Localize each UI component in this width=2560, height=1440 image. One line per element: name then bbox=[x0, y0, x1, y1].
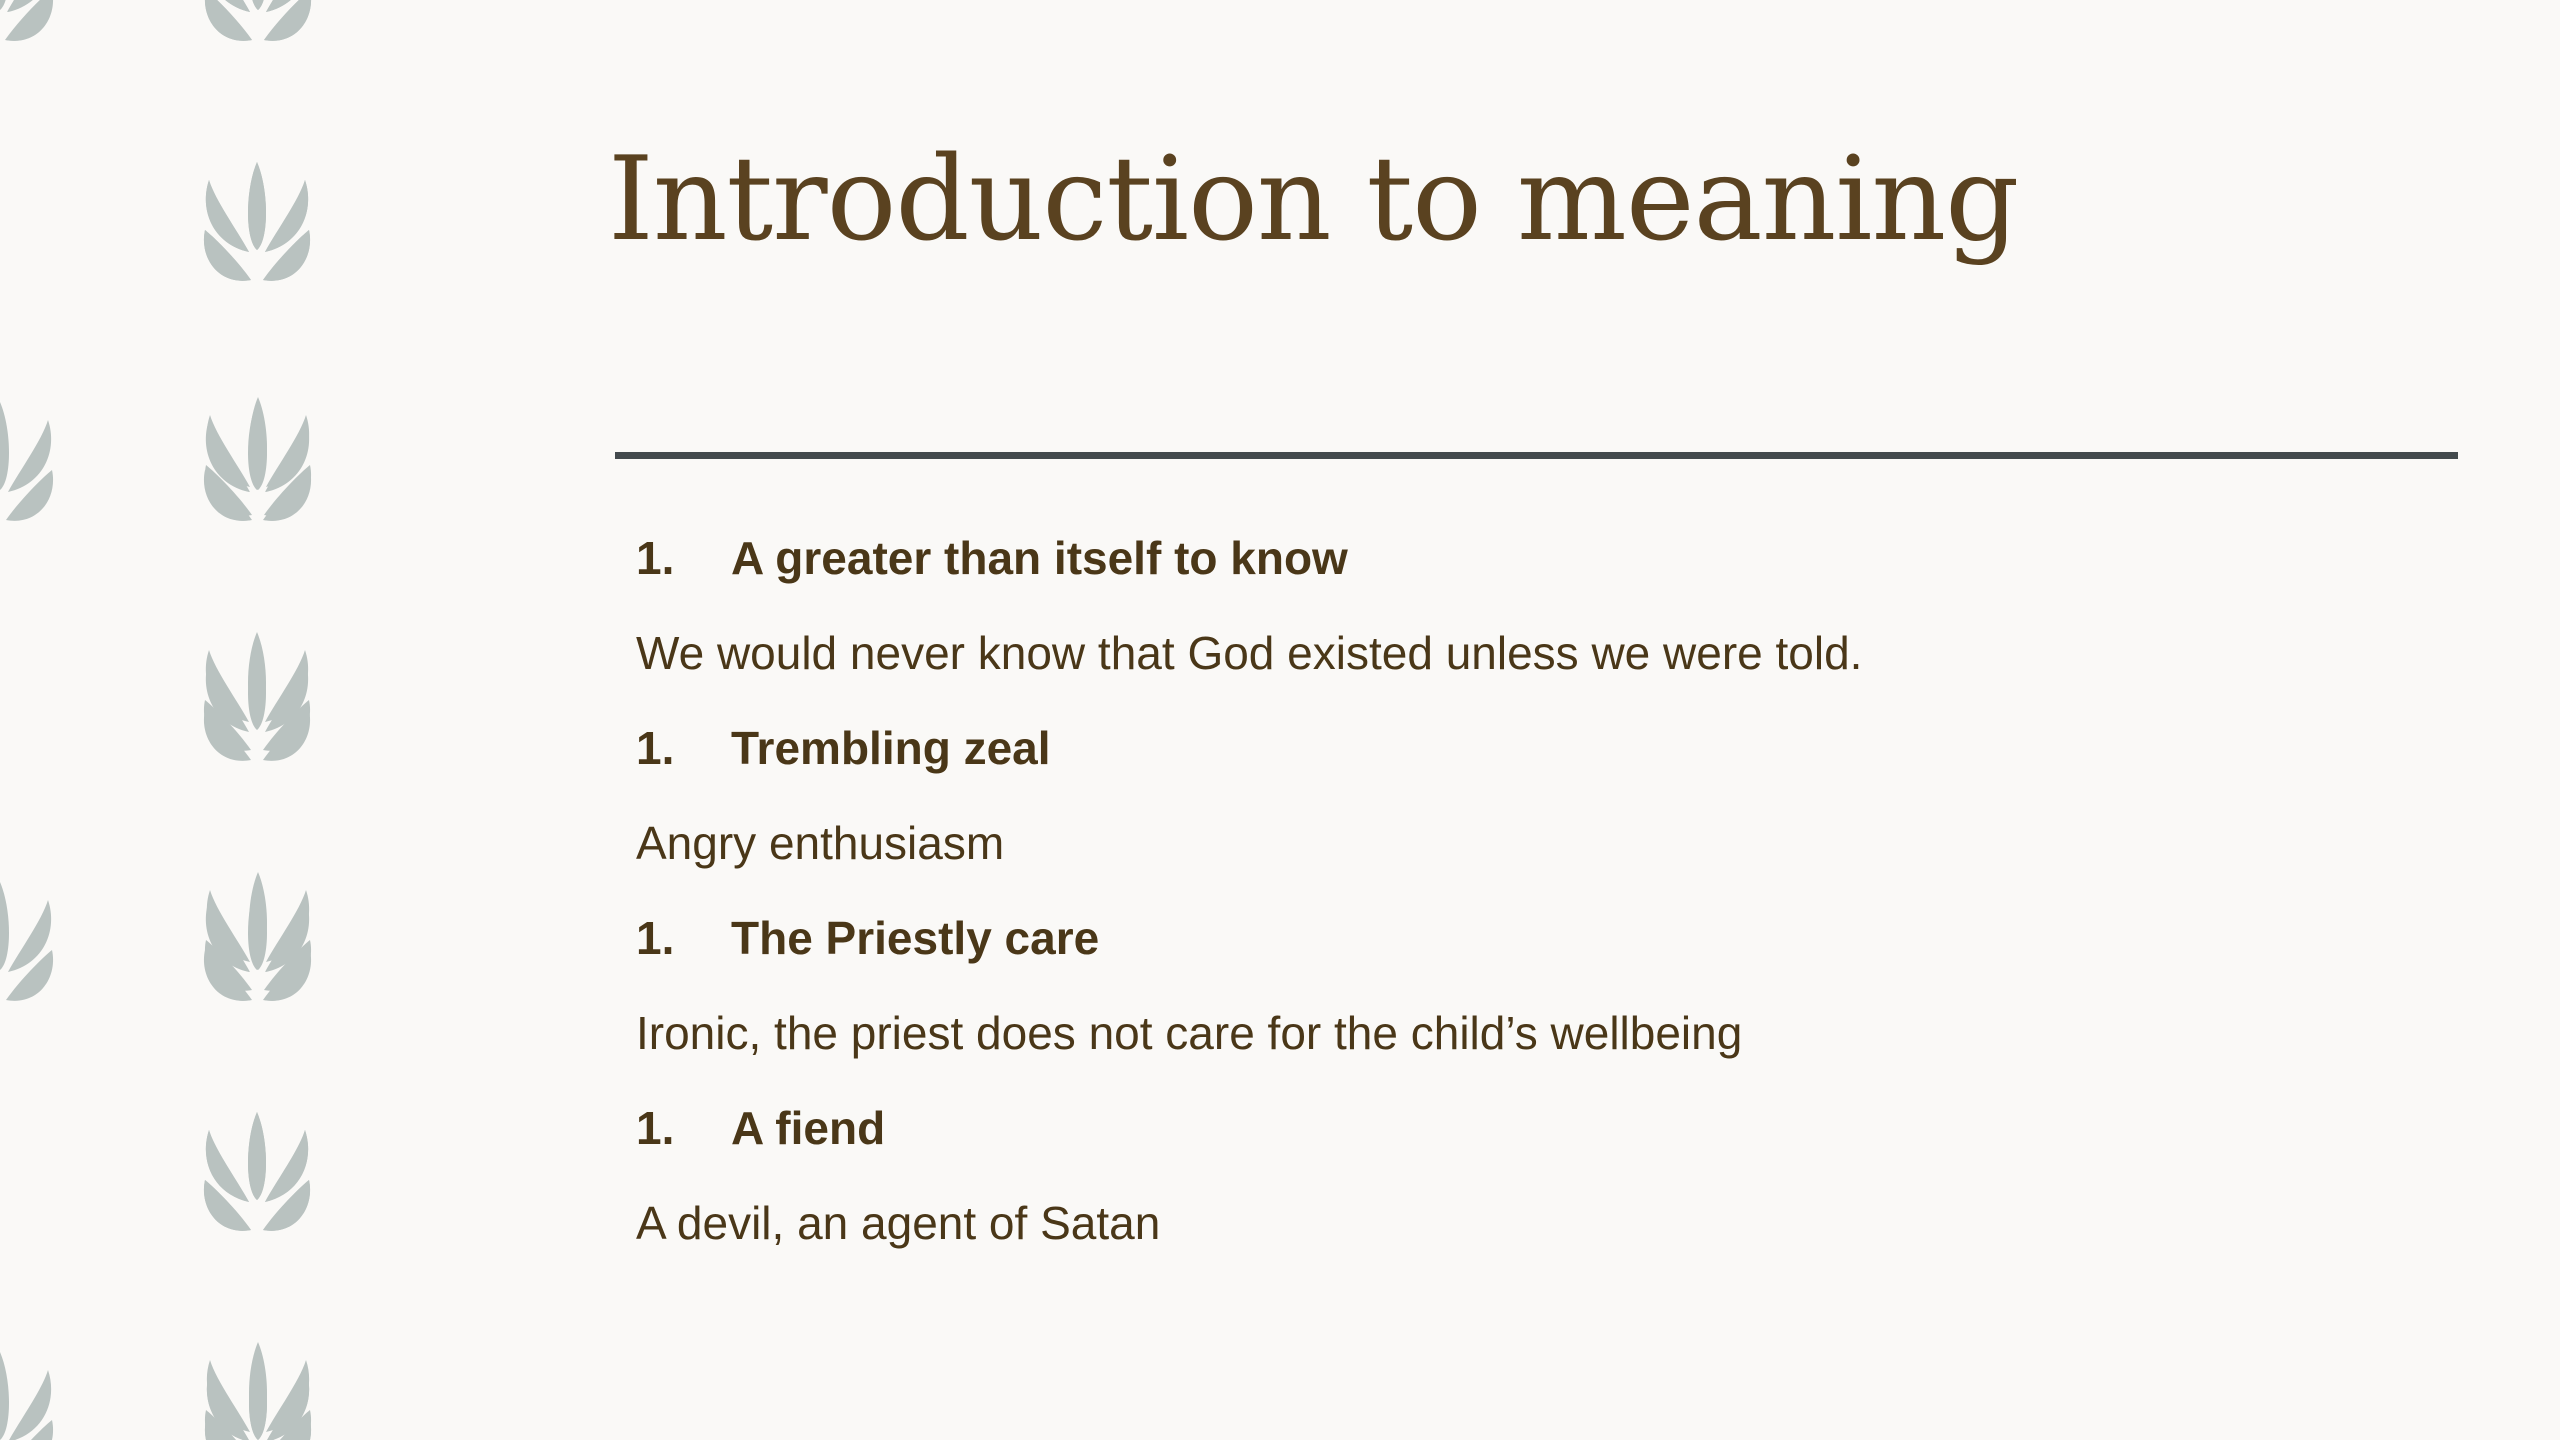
term-description: We would never know that God existed unless we were told. bbox=[636, 627, 1863, 679]
leaf-pattern-background bbox=[0, 0, 600, 1440]
list-item-heading bbox=[636, 905, 2436, 1000]
term-heading: Trembling zeal bbox=[731, 722, 1051, 774]
list-number: 1. bbox=[636, 532, 675, 584]
list-number: 1. bbox=[636, 1102, 675, 1154]
list-item-heading bbox=[636, 715, 2436, 810]
slide-title: Introduction to meaning bbox=[608, 132, 2019, 267]
list-number: 1. bbox=[636, 912, 675, 964]
term-description: A devil, an agent of Satan bbox=[636, 1197, 1161, 1249]
list-number: 1. bbox=[636, 722, 675, 774]
list-item-heading bbox=[636, 1095, 2436, 1190]
term-description: Ironic, the priest does not care for the child’s wellbeing bbox=[636, 1007, 1743, 1059]
term-heading: A greater than itself to know bbox=[731, 532, 1348, 584]
term-heading: A fiend bbox=[731, 1102, 886, 1154]
term-description: Angry enthusiasm bbox=[636, 817, 1005, 869]
slide-body bbox=[636, 525, 2436, 1285]
list-item-heading bbox=[636, 525, 2436, 620]
title-divider bbox=[615, 452, 2458, 459]
term-heading: The Priestly care bbox=[731, 912, 1100, 964]
